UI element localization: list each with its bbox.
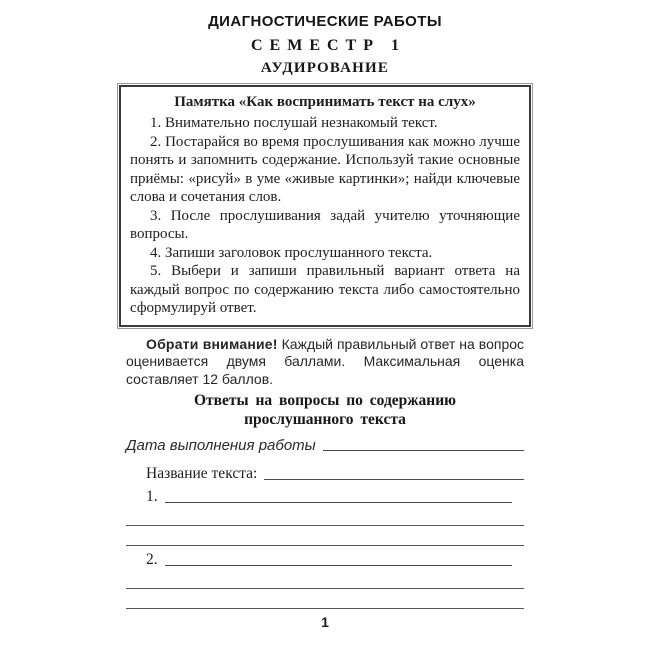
note-body: Каждый правильный ответ на вопрос оценивается двумя баллами. Максимальная оценка составляет 12 баллов.	[126, 335, 525, 387]
date-write-line	[323, 450, 524, 451]
memo-box	[119, 85, 531, 327]
workbook-page	[126, 0, 524, 630]
date-row	[126, 434, 524, 454]
answer-2-write-line-3	[126, 589, 524, 609]
answer-1-write-line	[165, 502, 512, 503]
answers-heading: Ответы на вопросы по содержанию прослушанного текста	[193, 392, 456, 428]
date-label: Дата выполнения работы	[126, 437, 316, 454]
page-number: 1	[321, 614, 329, 630]
answer-2-write-line-2	[126, 569, 524, 589]
answer-1-write-line-2	[126, 506, 524, 526]
workbook-title: ДИАГНОСТИЧЕСКИЕ РАБОТЫ	[208, 13, 442, 30]
memo-title: Памятка «Как воспринимать текст на слух»	[174, 94, 476, 110]
note-paragraph	[126, 336, 524, 389]
memo-item-3: 3. После прослушивания задай учителю уточняющие вопросы.	[130, 207, 520, 242]
answer-1-write-line-3	[126, 526, 524, 546]
memo-item-2: 2. Постарайся во время прослушивания как можно лучше понять и запомнить содержание. Используй такие основные приёмы: «рисуй» в уме «живые картинки»; найди ключевые слова и сочетания слов.	[130, 133, 520, 205]
answer-2-row	[126, 548, 524, 569]
text-title-label: Название текста:	[146, 465, 258, 482]
text-title-row	[126, 462, 524, 483]
answer-2-number: 2.	[146, 551, 158, 568]
note-lead: Обрати внимание!	[146, 335, 278, 352]
section-heading: АУДИРОВАНИЕ	[260, 60, 390, 76]
answer-1-number: 1.	[146, 488, 158, 505]
memo-item-1: 1. Внимательно послушай незнакомый текст.	[150, 115, 438, 131]
memo-item-5: 5. Выбери и запиши правильный вариант ответа на каждый вопрос по содержанию текста либо самостоятельно сформулируй ответ.	[130, 263, 520, 316]
text-title-write-line	[264, 479, 524, 480]
answer-2-write-line	[165, 565, 512, 566]
semester-heading: СЕМЕСТР 1	[251, 37, 406, 54]
answer-1-row	[126, 485, 524, 506]
memo-item-4: 4. Запиши заголовок прослушанного текста.	[150, 244, 433, 261]
